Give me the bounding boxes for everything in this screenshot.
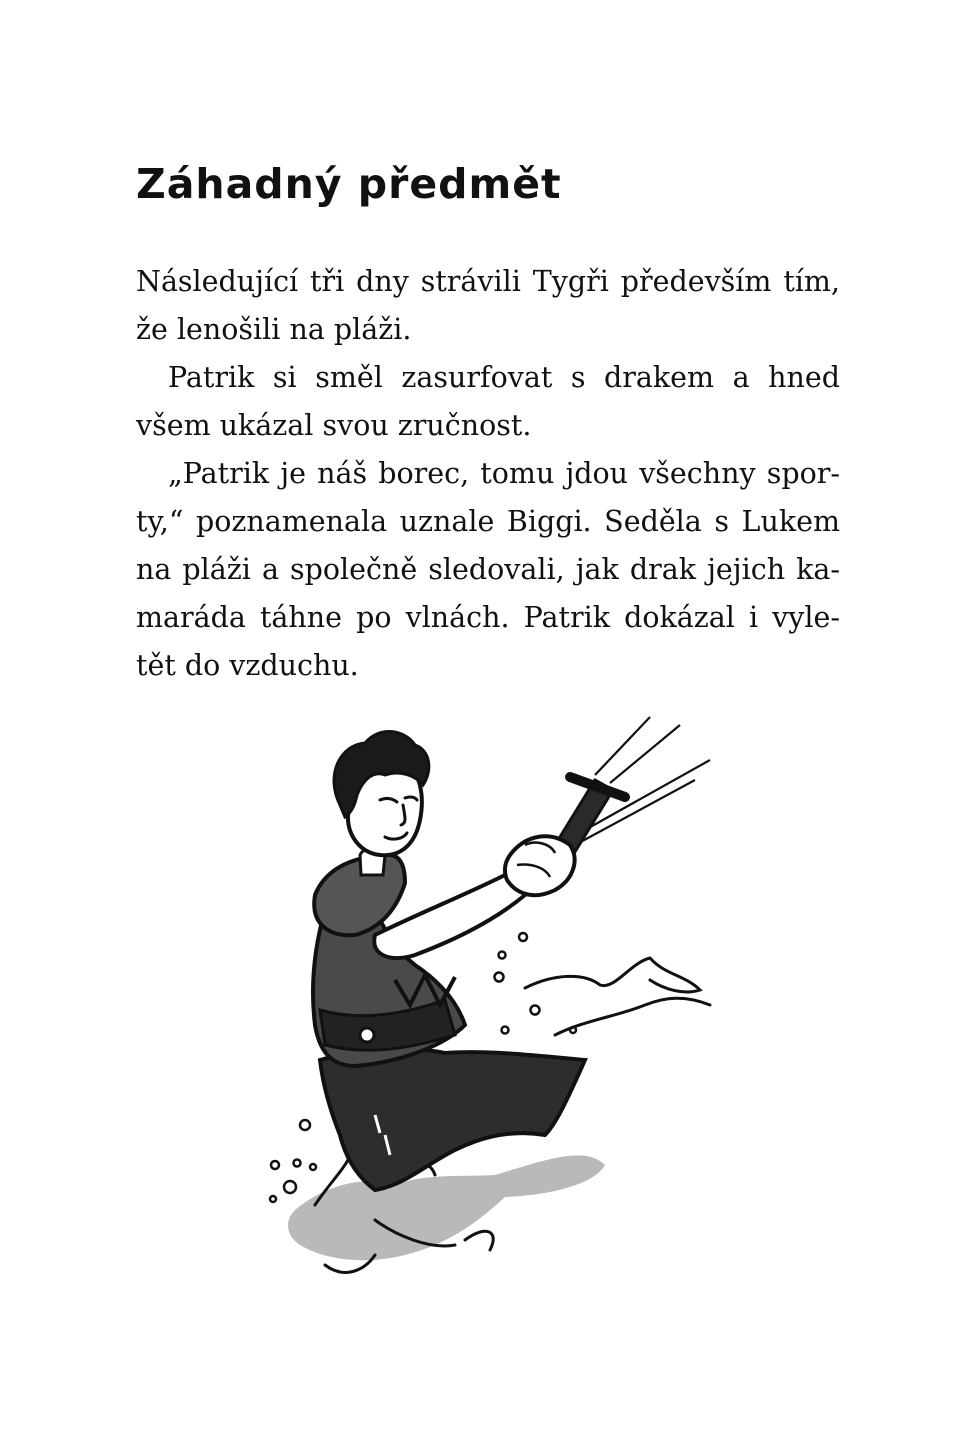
text-line-7: na pláži a společně sledovali, jak drak jejich ka- [136,553,840,586]
chapter-title: Záhadný předmět [136,160,562,208]
text-line-2: že lenošili na pláži. [136,313,412,346]
ocean-waves [525,958,710,1035]
hands [505,836,575,895]
text-line-8: maráda táhne po vlnách. Patrik dokázal i vyle- [136,601,840,634]
text-line-4: všem ukázal svou zručnost. [136,409,532,442]
text-line-5: „Patrik je náš borec, tomu jdou všechny spor- [168,457,840,490]
text-line-6: ty,“ poznamenala uznale Biggi. Seděla s Lukem [136,505,840,538]
kitesurfer-illustration [255,705,725,1290]
text-line-3: Patrik si směl zasurfovat s drakem a hned [168,361,840,394]
text-line-9: tět do vzduchu. [136,649,359,682]
text-line-1: Následující tři dny strávili Tygři především tím, [136,265,840,298]
